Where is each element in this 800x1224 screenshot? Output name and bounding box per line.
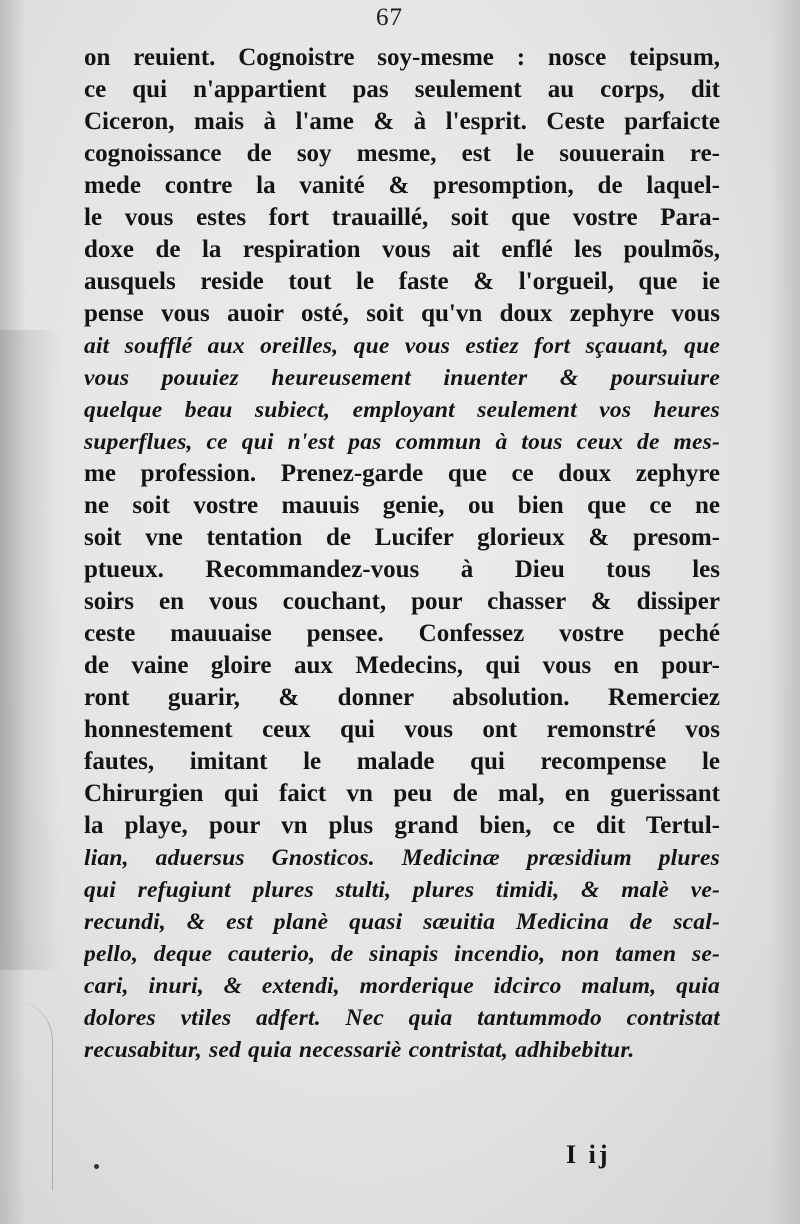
page-number: 67	[376, 4, 403, 31]
text-line: dolores vtiles adfert. Nec quia tantummodo contristat	[84, 1005, 720, 1031]
text-line: ront guarir, & donner absolution. Remerciez	[84, 684, 720, 711]
text-line: la playe, pour vn plus grand bien, ce dit Tertul-	[84, 812, 720, 839]
text-line: cari, inuri, & extendi, morderique idcirco malum, quia	[84, 973, 720, 999]
text-line: le vous estes fort trauaillé, soit que vostre Para-	[84, 204, 720, 231]
paper-stain	[0, 330, 60, 970]
text-line: pense vous auoir osté, soit qu'vn doux zephyre vous	[84, 300, 720, 327]
text-line: ptueux. Recommandez-vous à Dieu tous les	[84, 556, 720, 583]
text-line: qui refugiunt plures stulti, plures timidi, & malè ve-	[84, 877, 720, 903]
text-line: Ciceron, mais à l'ame & à l'esprit. Ceste parfaicte	[84, 108, 720, 135]
text-line: ce qui n'appartient pas seulement au corps, dit	[84, 76, 720, 103]
text-line: on reuient. Cognoistre soy-mesme : nosce teipsum,	[84, 44, 720, 71]
text-line: Chirurgien qui faict vn peu de mal, en guerissant	[84, 780, 720, 807]
text-line: soirs en vous couchant, pour chasser & dissiper	[84, 588, 720, 615]
text-line: recusabitur, sed quia necessariè contristat, adhibebitur.	[84, 1037, 635, 1063]
text-line: quelque beau subiect, employant seulement vos heures	[84, 397, 720, 423]
text-line: ne soit vostre mauuis genie, ou bien que ce ne	[84, 492, 720, 519]
text-line: superflues, ce qui n'est pas commun à tous ceux de mes-	[84, 429, 720, 455]
text-line: honnestement ceux qui vous ont remonstré vos	[84, 716, 720, 743]
text-line: lian, aduersus Gnosticos. Medicinæ præsidium plures	[84, 845, 720, 871]
text-line: recundi, & est planè quasi sæuitia Medicina de scal-	[84, 909, 720, 935]
text-line: ausquels reside tout le faste & l'orgueil, que ie	[84, 268, 720, 295]
text-line: pello, deque cauterio, de sinapis incendio, non tamen se-	[84, 941, 720, 967]
signature-mark: I ij	[566, 1140, 611, 1169]
text-line: vous pouuiez heureusement inuenter & poursuiure	[84, 365, 720, 391]
text-line: doxe de la respiration vous ait enflé les poulmõs,	[84, 236, 720, 263]
text-line: me profession. Prenez-garde que ce doux zephyre	[84, 460, 720, 487]
text-line: de vaine gloire aux Medecins, qui vous en pour-	[84, 652, 720, 679]
text-line: soit vne tentation de Lucifer glorieux & presom-	[84, 524, 720, 551]
text-line: fautes, imitant le malade qui recompense le	[84, 748, 720, 775]
text-line: cognoissance de soy mesme, est le souuerain re-	[84, 140, 720, 167]
paper-crease	[12, 1000, 53, 1190]
text-line: ceste mauuaise pensee. Confessez vostre peché	[84, 620, 720, 647]
page-right-shadow	[770, 0, 800, 1224]
text-line: mede contre la vanité & presomption, de laquel-	[84, 172, 720, 199]
body-text	[84, 42, 720, 1066]
printer-mark	[94, 1164, 99, 1169]
text-line: ait soufflé aux oreilles, que vous estiez fort sçauant, que	[84, 333, 720, 359]
